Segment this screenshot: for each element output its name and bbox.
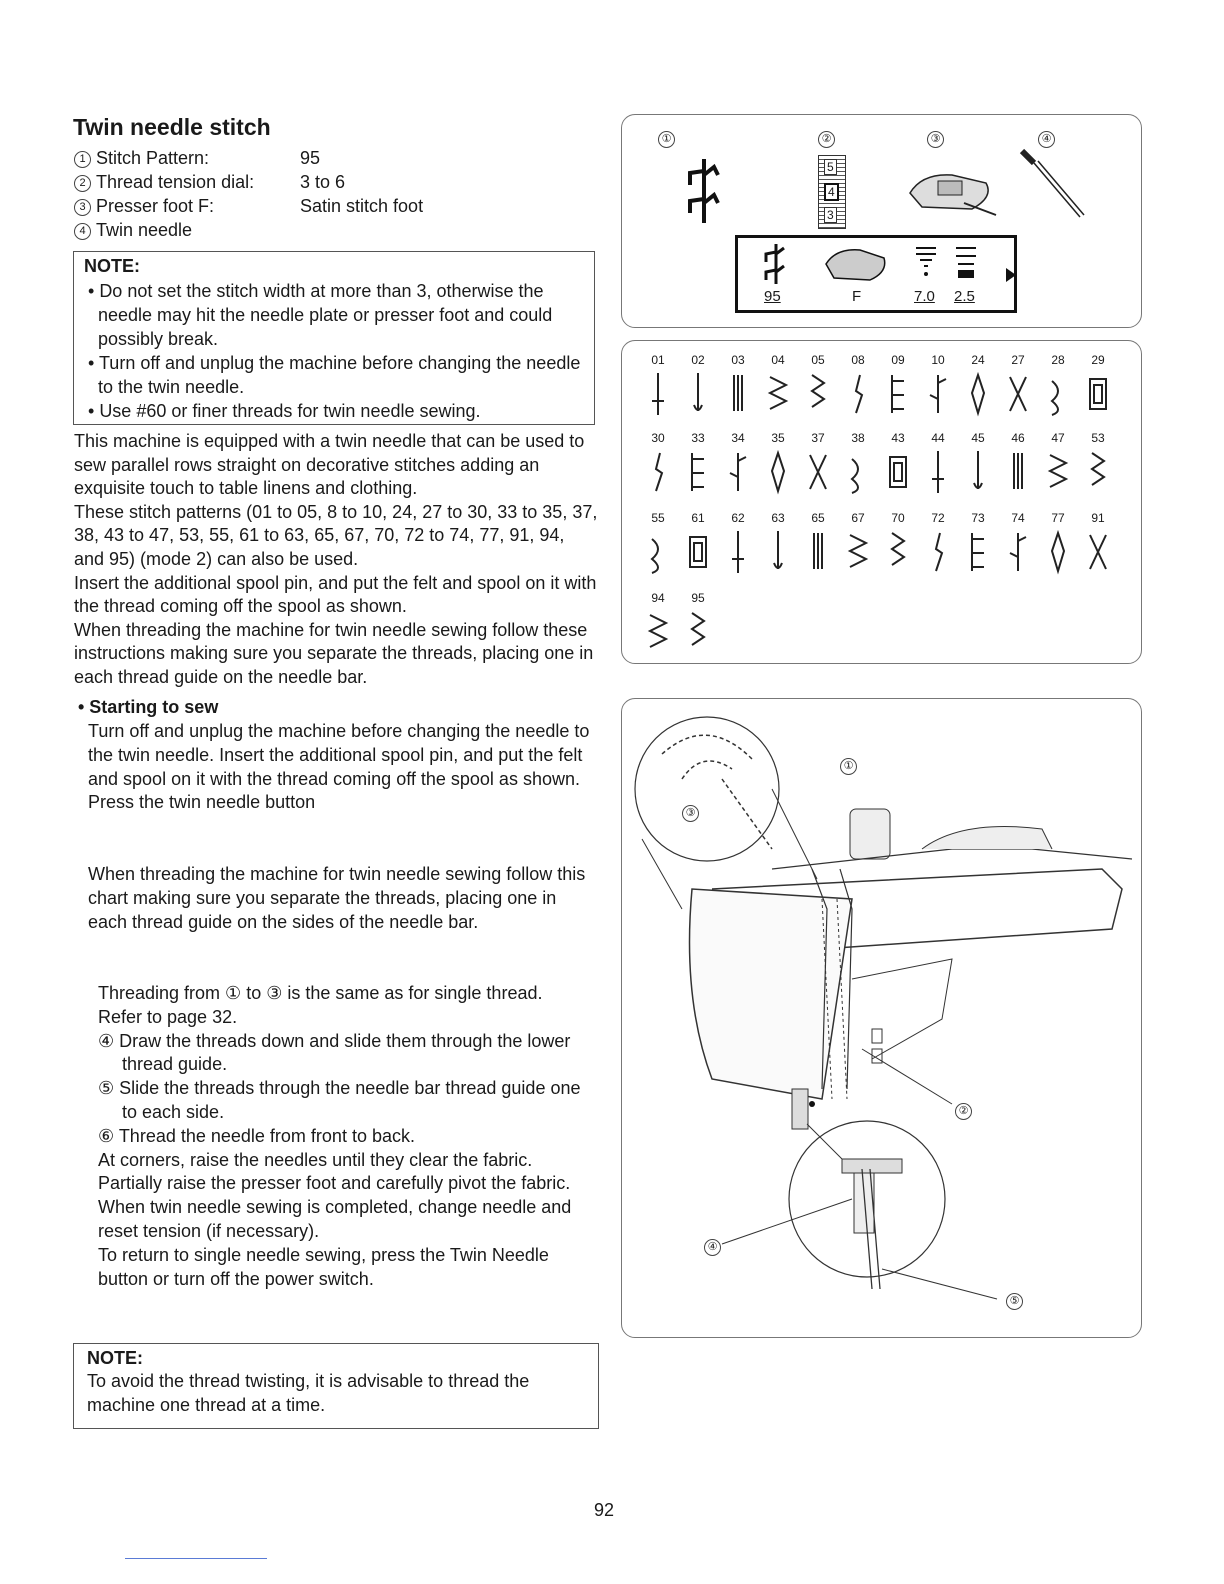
stitch-number: 38	[851, 431, 865, 445]
stitch-pattern-icon	[764, 371, 792, 417]
stitch-number: 46	[1011, 431, 1025, 445]
stitch-pattern-icon	[1084, 449, 1112, 495]
intro-paragraph: These stitch patterns (01 to 05, 8 to 10, 24, 27 to 30, 33 to 35, 37, 38, 43 to 47, 53, 55, 61 to 63, 65, 67, 70, 72 to 74, 77, 91, 94, and 95) (mode 2) can also be used.	[74, 501, 598, 569]
callout-number: 2	[74, 175, 91, 192]
stitch-pattern-icon	[1004, 371, 1032, 417]
stitch-pattern-icon	[644, 449, 672, 495]
stitch-pattern-icon	[724, 449, 752, 495]
stitch-number: 62	[731, 511, 745, 525]
lcd-display	[735, 235, 1017, 313]
note-box-warning	[73, 251, 595, 425]
threading-line: Refer to page 32.	[98, 1006, 238, 1027]
note-list	[84, 279, 584, 423]
intro-paragraph: This machine is equipped with a twin needle that can be used to sew parallel rows straight on decorative stitches adding an exquisite touch to table linens and clothing.	[74, 431, 585, 499]
note-title: NOTE:	[87, 1348, 143, 1368]
stitch-number: 05	[811, 353, 825, 367]
stitch-pattern-icon	[924, 529, 952, 575]
stitch-number: 53	[1091, 431, 1105, 445]
threading-steps	[98, 982, 598, 1291]
callout-number: ③	[927, 131, 944, 148]
threading-line: When twin needle sewing is completed, change needle and reset tension (if necessary).	[98, 1197, 572, 1241]
page-title: Twin needle stitch	[73, 114, 271, 140]
starting-paragraph: Press the twin needle button	[88, 792, 316, 813]
stitch-pattern-icon	[924, 371, 952, 417]
spec-label: 2 Thread tension dial:	[74, 170, 300, 194]
threading-line: To return to single needle sewing, press the Twin Needle button or turn off the power switch.	[98, 1244, 549, 1289]
threading-illustration	[622, 699, 1141, 1337]
stitch-pattern-icon	[844, 449, 872, 495]
stitch-pattern-icon	[684, 371, 712, 417]
stitch-pattern-icon	[1044, 449, 1072, 495]
stitch-pattern-icon	[1004, 529, 1032, 575]
note-body: To avoid the thread twisting, it is advisable to thread the machine one thread at a time.	[87, 1371, 530, 1415]
spec-row	[74, 170, 423, 194]
stitch-pattern-icon	[1044, 529, 1072, 575]
stitch-pattern-icon	[724, 529, 752, 575]
note-title: NOTE:	[84, 256, 140, 276]
spec-label: 3 Presser foot F:	[74, 194, 300, 218]
stitch-pattern-icon	[964, 371, 992, 417]
starting-paragraph: Turn off and unplug the machine before changing the needle to the twin needle. Insert the additional spool pin, and put the felt and spool on it with the thread coming off the spool as shown.	[88, 721, 590, 789]
stitch-pattern-icon	[724, 371, 752, 417]
stitch-pattern-icon	[884, 371, 912, 417]
figure-settings-panel	[621, 114, 1142, 328]
stitch-pattern-icon	[964, 529, 992, 575]
stitch-number: 91	[1091, 511, 1105, 525]
stitch-pattern-icon	[924, 449, 952, 495]
threading-line: Threading from ① to ③ is the same as for single thread.	[98, 983, 543, 1003]
threading-step: ⑥ Thread the needle from front to back.	[98, 1125, 415, 1146]
stitch-number: 63	[771, 511, 785, 525]
callout-number: ①	[840, 758, 857, 775]
stitch-number: 30	[651, 431, 665, 445]
lcd-foot-letter: F	[852, 288, 862, 305]
stitch-pattern-icon	[684, 609, 712, 655]
stitch-pattern-icon	[804, 371, 832, 417]
twin-needle-icon	[1014, 145, 1090, 225]
stitch-pattern-icon	[684, 529, 712, 575]
dial-number: 5	[824, 159, 837, 175]
stitch-number: 03	[731, 353, 745, 367]
stitch-pattern-icon	[884, 529, 912, 575]
stitch-chart-panel	[621, 340, 1142, 664]
starting-text	[88, 720, 598, 815]
stitch-number: 77	[1051, 511, 1065, 525]
stitch-pattern-icon	[1044, 371, 1072, 417]
stitch-number: 10	[931, 353, 945, 367]
dial-number: 4	[824, 183, 839, 201]
stitch-pattern-icon	[644, 371, 672, 417]
stitch-pattern-icon	[844, 371, 872, 417]
starting-paragraph: When threading the machine for twin needle sewing follow this chart making sure you separate the threads, placing one in each thread guide on the sides of the needle bar.	[88, 864, 586, 932]
spec-value: Satin stitch foot	[300, 196, 424, 216]
callout-number: ⑤	[1006, 1293, 1023, 1310]
stitch-number: 73	[971, 511, 985, 525]
stitch-number: 61	[691, 511, 705, 525]
stitch-length-icon	[914, 244, 938, 280]
stitch-number: 04	[771, 353, 785, 367]
stitch-number: 95	[691, 591, 705, 605]
stitch-number: 24	[971, 353, 985, 367]
callout-number: ②	[955, 1103, 972, 1120]
stitch-pattern-icon	[884, 449, 912, 495]
stitch-number: 67	[851, 511, 865, 525]
spec-value: 3 to 6	[300, 172, 346, 192]
note-item: • Do not set the stitch width at more than 3, otherwise the needle may hit the needle plate or presser foot and could possibly break.	[84, 279, 584, 351]
note-item: • Use #60 or finer threads for twin needle sewing.	[84, 399, 584, 423]
stitch-number: 37	[811, 431, 825, 445]
note-item: • Turn off and unplug the machine before changing the needle to the twin needle.	[84, 351, 584, 399]
threading-step: ④ Draw the threads down and slide them through the lower thread guide.	[98, 1030, 571, 1075]
callout-number: ③	[682, 805, 699, 822]
stitch-pattern-icon	[1084, 371, 1112, 417]
figure-threading-panel	[621, 698, 1142, 1338]
stitch-pattern-icon	[844, 529, 872, 575]
stitch-width-icon	[954, 244, 978, 280]
stitch-number: 35	[771, 431, 785, 445]
callout-number: ④	[704, 1239, 721, 1256]
threading-step: ⑤ Slide the threads through the needle bar thread guide one to each side.	[98, 1078, 581, 1122]
lcd-stitch-width: 2.5	[954, 288, 975, 305]
starting-text-2	[88, 863, 598, 934]
note-box-tip	[73, 1343, 599, 1429]
stitch-number: 29	[1091, 353, 1105, 367]
stitch-number: 94	[651, 591, 665, 605]
lcd-stitch-icon	[758, 242, 792, 286]
intro-paragraph: Insert the additional spool pin, and put the felt and spool on it with the thread coming off the spool as shown.	[74, 572, 597, 617]
stitch-number: 45	[971, 431, 985, 445]
callout-number: ④	[1038, 131, 1055, 148]
stitch-pattern-icon	[644, 529, 672, 575]
stitch-pattern-icon	[684, 449, 712, 495]
intro-paragraph: When threading the machine for twin needle sewing follow these instructions making sure you separate the threads, placing one in each thread guide on the needle bar.	[74, 619, 594, 687]
lcd-stitch-length: 7.0	[914, 288, 935, 305]
stitch-number: 02	[691, 353, 705, 367]
stitch-pattern-icon	[1004, 449, 1032, 495]
stitch-number: 43	[891, 431, 905, 445]
intro-text	[74, 430, 599, 690]
page-number: 92	[594, 1500, 615, 1520]
stitch-number: 47	[1051, 431, 1065, 445]
spec-label: 4 Twin needle	[74, 218, 300, 242]
lcd-foot-icon	[822, 244, 892, 284]
stitch-pattern-95-icon	[678, 155, 726, 227]
spec-value: 95	[300, 148, 321, 168]
stitch-pattern-icon	[1084, 529, 1112, 575]
stitch-number: 70	[891, 511, 905, 525]
callout-number: 1	[74, 151, 91, 168]
arrow-right-icon	[1006, 268, 1016, 282]
dial-number: 3	[824, 207, 837, 223]
stitch-number: 74	[1011, 511, 1025, 525]
callout-number: ②	[818, 131, 835, 148]
lcd-pattern-number: 95	[764, 288, 781, 305]
stitch-number: 65	[811, 511, 825, 525]
stitch-pattern-icon	[804, 449, 832, 495]
bottom-rule	[125, 1558, 267, 1559]
stitch-number: 33	[691, 431, 705, 445]
callout-number: 3	[74, 199, 91, 216]
spec-row	[74, 194, 423, 218]
spec-label: 1 Stitch Pattern:	[74, 146, 300, 170]
callout-number: 4	[74, 223, 91, 240]
stitch-number: 34	[731, 431, 745, 445]
threading-line: At corners, raise the needles until they clear the fabric. Partially raise the presser foot and carefully pivot the fabric.	[98, 1149, 571, 1194]
stitch-pattern-icon	[964, 449, 992, 495]
stitch-pattern-icon	[764, 449, 792, 495]
stitch-number: 44	[931, 431, 945, 445]
spec-list	[74, 146, 423, 242]
stitch-number: 72	[931, 511, 945, 525]
stitch-pattern-icon	[764, 529, 792, 575]
presser-foot-icon	[902, 163, 1002, 219]
stitch-number: 28	[1051, 353, 1065, 367]
stitch-number: 01	[651, 353, 665, 367]
stitch-number: 09	[891, 353, 905, 367]
spec-row	[74, 218, 423, 242]
section-heading: • Starting to sew	[78, 697, 219, 717]
spec-row	[74, 146, 423, 170]
stitch-pattern-icon	[644, 609, 672, 655]
stitch-pattern-icon	[804, 529, 832, 575]
stitch-number: 27	[1011, 353, 1025, 367]
callout-number: ①	[658, 131, 675, 148]
stitch-number: 08	[851, 353, 865, 367]
stitch-number: 55	[651, 511, 665, 525]
